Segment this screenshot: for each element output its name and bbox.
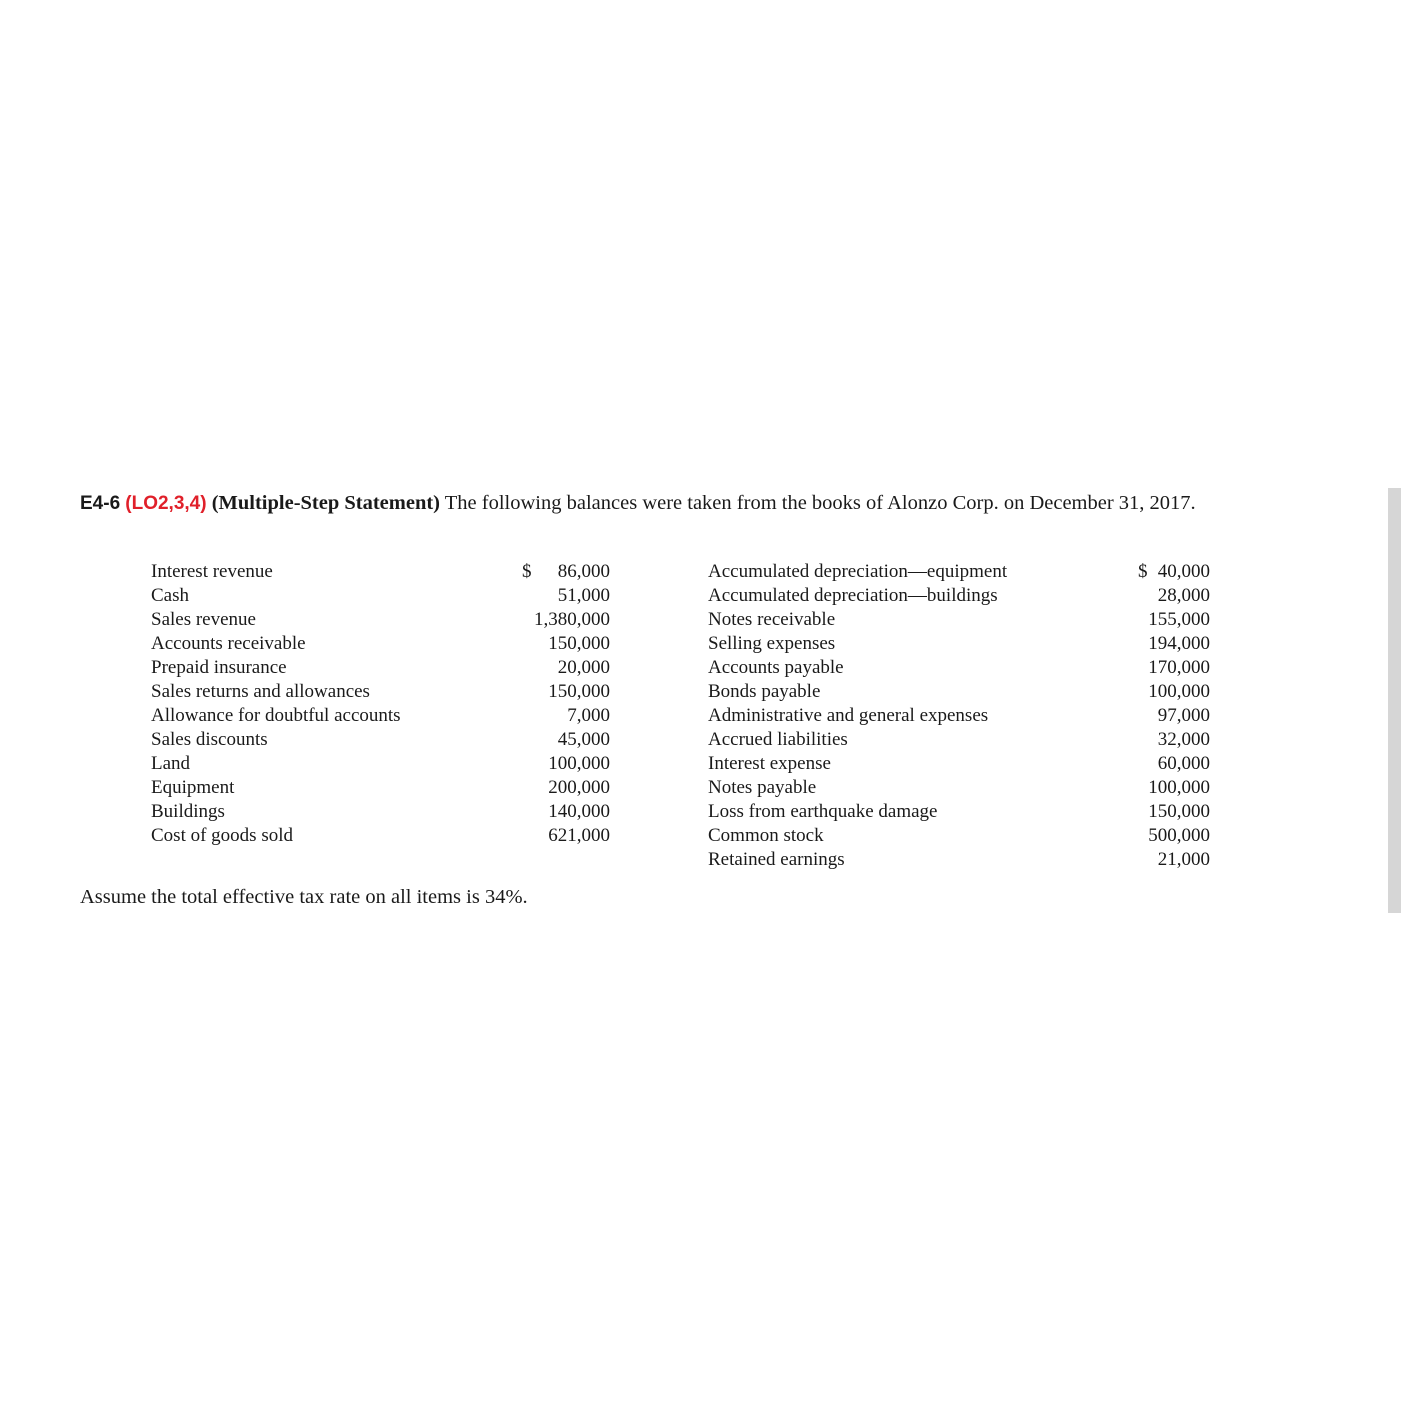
account-row xyxy=(151,632,610,656)
account-row xyxy=(708,776,1210,800)
account-name: Sales revenue xyxy=(151,609,256,630)
account-name: Accounts payable xyxy=(708,657,844,678)
account-amount-cell xyxy=(1138,848,1210,872)
account-row xyxy=(708,560,1210,584)
account-name: Accumulated depreciation—buildings xyxy=(708,585,998,606)
account-amount: 45,000 xyxy=(557,729,610,750)
currency-symbol: $ xyxy=(522,561,532,582)
account-name: Sales returns and allowances xyxy=(151,681,370,702)
account-amount: 200,000 xyxy=(548,777,610,798)
account-name: Retained earnings xyxy=(708,849,845,870)
account-amount-cell xyxy=(1138,776,1210,800)
account-name: Prepaid insurance xyxy=(151,657,287,678)
account-amount-cell xyxy=(522,656,610,680)
account-row xyxy=(708,584,1210,608)
account-amount: 150,000 xyxy=(548,681,610,702)
account-amount: 60,000 xyxy=(1157,753,1210,774)
account-amount-cell xyxy=(1138,704,1210,728)
account-name: Allowance for doubtful accounts xyxy=(151,705,401,726)
account-amount-cell xyxy=(522,680,610,704)
account-amount: 40,000 xyxy=(1157,561,1210,582)
account-amount-cell xyxy=(522,704,610,728)
right-accounts-column xyxy=(708,560,1210,872)
account-amount: 150,000 xyxy=(548,633,610,654)
account-row xyxy=(708,824,1210,848)
account-name: Notes payable xyxy=(708,777,817,798)
account-amount: 7,000 xyxy=(567,705,610,726)
account-name: Interest expense xyxy=(708,753,831,774)
account-row xyxy=(708,728,1210,752)
account-amount-cell xyxy=(1138,680,1210,704)
account-row xyxy=(708,848,1210,872)
account-row xyxy=(708,632,1210,656)
account-amount: 140,000 xyxy=(548,801,610,822)
account-amount: 150,000 xyxy=(1148,801,1210,822)
account-row xyxy=(151,800,610,824)
account-amount: 21,000 xyxy=(1157,849,1210,870)
account-amount-cell xyxy=(522,560,610,584)
account-amount-cell xyxy=(1138,608,1210,632)
account-name: Administrative and general expenses xyxy=(708,705,989,726)
tax-rate-note: Assume the total effective tax rate on all items is 34%. xyxy=(80,886,528,908)
account-amount: 155,000 xyxy=(1148,609,1210,630)
account-amount: 1,380,000 xyxy=(534,609,610,630)
account-amount: 621,000 xyxy=(548,825,610,846)
account-name: Loss from earthquake damage xyxy=(708,801,938,822)
account-row xyxy=(708,704,1210,728)
account-amount-cell xyxy=(522,584,610,608)
account-amount: 86,000 xyxy=(557,561,610,582)
account-name: Accounts receivable xyxy=(151,633,306,654)
account-row xyxy=(151,560,610,584)
account-row xyxy=(708,752,1210,776)
account-name: Common stock xyxy=(708,825,824,846)
account-amount-cell xyxy=(522,728,610,752)
account-row xyxy=(151,728,610,752)
account-row xyxy=(708,800,1210,824)
account-row xyxy=(151,680,610,704)
problem-title: (Multiple-Step Statement) xyxy=(211,492,441,514)
account-row xyxy=(151,776,610,800)
account-name: Sales discounts xyxy=(151,729,268,750)
account-row xyxy=(151,704,610,728)
account-name: Bonds payable xyxy=(708,681,821,702)
account-amount-cell xyxy=(522,824,610,848)
currency-symbol: $ xyxy=(1138,561,1148,582)
account-amount: 100,000 xyxy=(1148,681,1210,702)
scrollbar[interactable] xyxy=(1388,488,1401,913)
account-row xyxy=(708,656,1210,680)
account-name: Notes receivable xyxy=(708,609,836,630)
account-amount: 100,000 xyxy=(1148,777,1210,798)
account-row xyxy=(708,608,1210,632)
problem-id: E4-6 xyxy=(80,493,121,514)
account-amount-cell xyxy=(1138,824,1210,848)
account-amount-cell xyxy=(1138,584,1210,608)
account-amount-cell xyxy=(1138,800,1210,824)
problem-statement xyxy=(80,491,1310,516)
account-name: Cost of goods sold xyxy=(151,825,293,846)
account-row xyxy=(151,656,610,680)
account-amount-cell xyxy=(1138,560,1210,584)
account-amount: 20,000 xyxy=(557,657,610,678)
account-name: Accumulated depreciation—equipment xyxy=(708,561,1008,582)
account-amount-cell xyxy=(522,752,610,776)
account-amount: 28,000 xyxy=(1157,585,1210,606)
account-name: Interest revenue xyxy=(151,561,273,582)
problem-intro: The following balances were taken from the books of Alonzo Corp. on December 31, 2017. xyxy=(444,492,1196,514)
account-amount: 500,000 xyxy=(1148,825,1210,846)
account-amount: 51,000 xyxy=(557,585,610,606)
account-amount-cell xyxy=(522,776,610,800)
account-name: Equipment xyxy=(151,777,235,798)
account-row xyxy=(151,824,610,848)
account-amount-cell xyxy=(1138,752,1210,776)
account-name: Selling expenses xyxy=(708,633,836,654)
account-name: Accrued liabilities xyxy=(708,729,848,750)
account-amount: 32,000 xyxy=(1157,729,1210,750)
learning-objectives: (LO2,3,4) xyxy=(125,493,207,514)
account-name: Buildings xyxy=(151,801,225,822)
account-amount: 100,000 xyxy=(548,753,610,774)
left-accounts-column xyxy=(151,560,610,848)
account-amount: 97,000 xyxy=(1157,705,1210,726)
account-amount-cell xyxy=(522,632,610,656)
account-row xyxy=(151,608,610,632)
account-amount-cell xyxy=(1138,656,1210,680)
account-name: Cash xyxy=(151,585,189,606)
account-amount-cell xyxy=(522,800,610,824)
account-amount-cell xyxy=(1138,632,1210,656)
account-row xyxy=(708,680,1210,704)
account-name: Land xyxy=(151,753,191,774)
account-amount: 194,000 xyxy=(1148,633,1210,654)
account-amount: 170,000 xyxy=(1148,657,1210,678)
account-amount-cell xyxy=(522,608,610,632)
account-row xyxy=(151,584,610,608)
account-row xyxy=(151,752,610,776)
account-amount-cell xyxy=(1138,728,1210,752)
